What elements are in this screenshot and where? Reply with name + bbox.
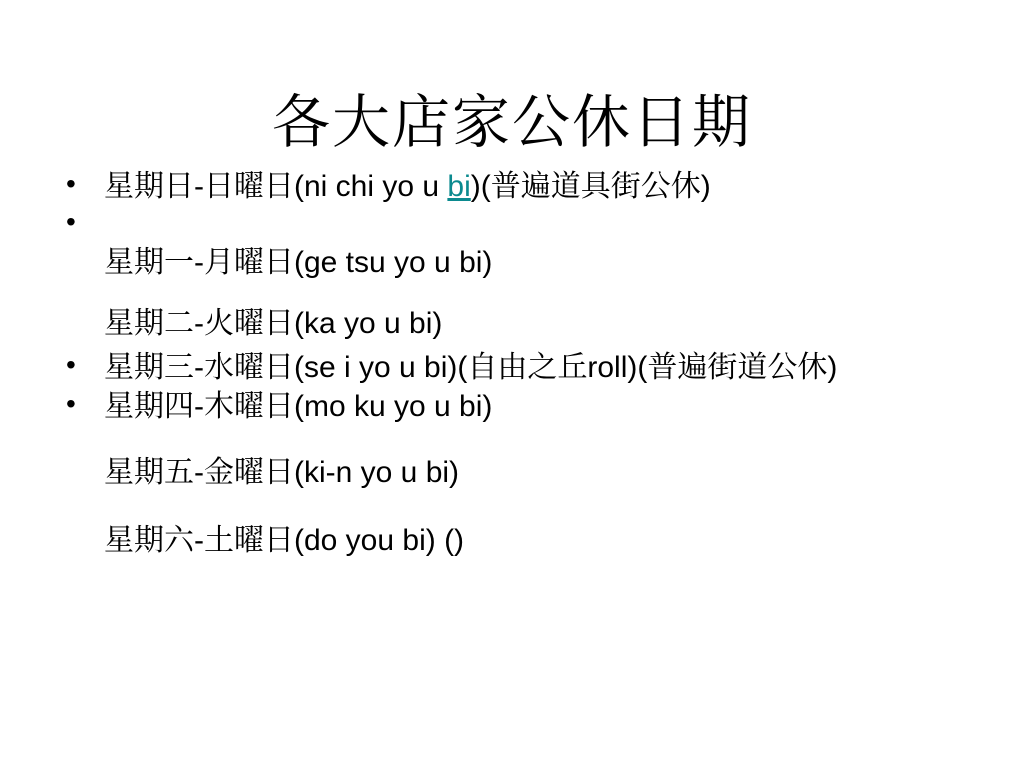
bullet-list (48, 168, 978, 561)
sub-lines-group (48, 454, 978, 561)
list-item-empty (48, 206, 978, 244)
sub-line: 星期二-火曜日(ka yo u bi) (104, 306, 443, 340)
list-item (48, 388, 978, 426)
sub-line: 星期六-土曜日(do you bi) () (104, 524, 465, 558)
page-title: 各大店家公休日期 (271, 87, 752, 156)
slide-body (48, 168, 978, 561)
sub-lines-group (48, 244, 978, 343)
bullet-text: 星期四-木曜日(mo ku yo u bi) (104, 389, 493, 423)
bullet-text-part: 星期日-日曜日(ni chi yo u (104, 170, 448, 203)
bullet-text (104, 170, 711, 203)
link-bi[interactable]: bi (447, 170, 471, 203)
sub-line: 星期一-月曜日(ge tsu yo u bi) (104, 246, 493, 280)
list-item (48, 349, 978, 387)
bullet-text-part: )(普遍道具街公休) (470, 170, 711, 203)
list-item (48, 168, 978, 206)
sub-line: 星期五-金曜日(ki-n yo u bi) (104, 455, 460, 489)
bullet-text: 星期三-水曜日(se i yo u bi)(自由之丘roll)(普遍街道公休) (104, 351, 838, 385)
